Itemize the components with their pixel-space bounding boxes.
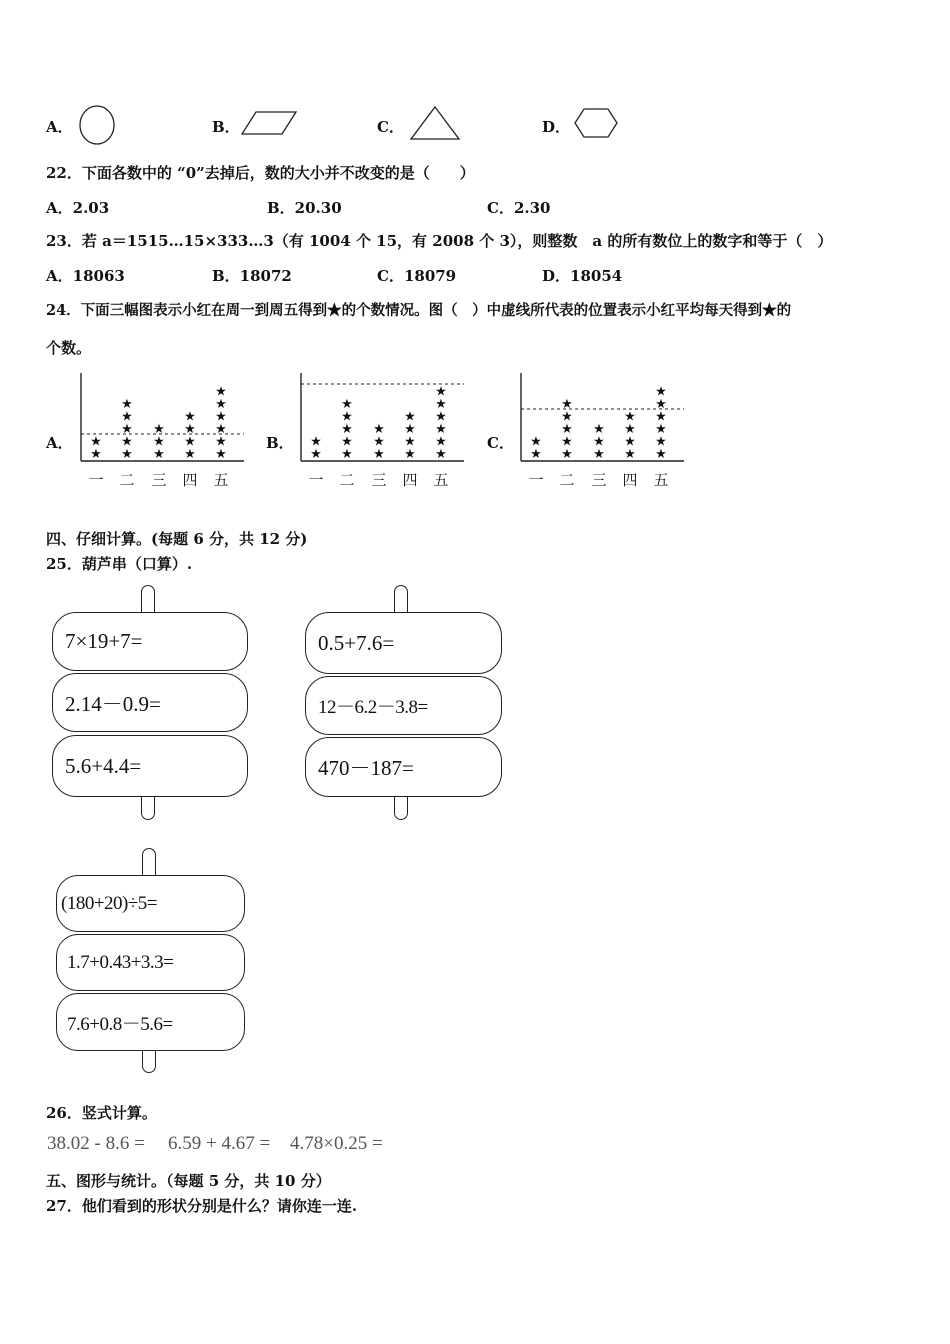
q26-title: 26．竖式计算。 xyxy=(46,1104,157,1122)
gourd-skewer-3 xyxy=(56,848,251,1074)
star-icon: ★ xyxy=(593,447,605,462)
day-label: 五 xyxy=(433,471,449,489)
skewer-bottom xyxy=(141,795,155,820)
q27-title: 27．他们看到的形状分别是什么？请你连一连. xyxy=(46,1197,358,1215)
gourd-skewer-1 xyxy=(52,585,252,821)
vertical-calc-item-1: 38.02 - 8.6 = xyxy=(47,1133,145,1154)
star-icon: ★ xyxy=(184,447,196,462)
q23-stem: 23．若 a＝1515…15×333…3（有 1004 个 15，有 2008 个 3），则整数 a 的所有数位上的数字和等于（ ） xyxy=(46,232,833,250)
star-icon: ★ xyxy=(153,422,165,437)
star-icon: ★ xyxy=(184,409,196,425)
day-label: 一 xyxy=(528,471,544,489)
star-icon: ★ xyxy=(593,434,605,450)
day-label: 二 xyxy=(339,471,355,489)
q24-option-b-label[interactable]: B． xyxy=(266,434,294,452)
gourd-bead xyxy=(56,875,245,932)
gourd-bead xyxy=(305,676,502,735)
gourd-skewer-2 xyxy=(305,585,505,821)
star-icon: ★ xyxy=(655,447,667,462)
star-icon: ★ xyxy=(215,422,227,437)
q21-option-c-label[interactable]: C． xyxy=(377,118,404,136)
mental-math-item: (180+20)÷5= xyxy=(61,892,158,914)
star-icon: ★ xyxy=(435,434,447,450)
star-icon: ★ xyxy=(153,447,165,462)
q23-option-a[interactable]: A．18063 xyxy=(46,267,125,285)
star-icon: ★ xyxy=(655,384,667,400)
star-icon: ★ xyxy=(655,409,667,425)
star-icon: ★ xyxy=(435,397,447,412)
star-icon: ★ xyxy=(184,422,196,437)
gourd-bead xyxy=(52,612,248,671)
mental-math-item: 470－187= xyxy=(318,756,414,780)
star-chart-c xyxy=(516,368,692,494)
skewer-bottom xyxy=(142,1048,156,1073)
parallelogram-shape xyxy=(240,108,300,138)
day-label: 三 xyxy=(591,471,607,489)
star-icon: ★ xyxy=(624,434,636,450)
star-icon: ★ xyxy=(373,447,385,462)
star-icon: ★ xyxy=(373,434,385,450)
q24-option-c-label[interactable]: C． xyxy=(487,434,514,452)
q21-option-b-label[interactable]: B． xyxy=(212,118,240,136)
vertical-calc-item-2: 6.59 + 4.67 = xyxy=(168,1133,271,1154)
mental-math-item: 5.6+4.4= xyxy=(65,753,142,778)
section-5-title: 五、图形与统计。（每题 5 分，共 10 分） xyxy=(46,1172,331,1190)
star-icon: ★ xyxy=(310,447,322,462)
star-icon: ★ xyxy=(215,434,227,450)
q22-stem: 22．下面各数中的 “0”去掉后，数的大小并不改变的是（ ） xyxy=(46,164,475,182)
gourd-bead xyxy=(52,673,248,732)
star-icon: ★ xyxy=(121,434,133,450)
star-icon: ★ xyxy=(121,422,133,437)
mental-math-item: 7×19+7= xyxy=(65,629,143,653)
star-icon: ★ xyxy=(121,397,133,412)
q23-option-c[interactable]: C．18079 xyxy=(377,267,457,285)
star-icon: ★ xyxy=(341,409,353,425)
skewer-bottom xyxy=(394,795,408,820)
star-icon: ★ xyxy=(624,409,636,425)
star-icon: ★ xyxy=(435,384,447,400)
q24-stem-line1: 24．下面三幅图表示小红在周一到周五得到★的个数情况。图（ ）中虚线所代表的位置表示小红平均每天得到★的 xyxy=(46,302,792,319)
star-icon: ★ xyxy=(561,422,573,437)
section-4-title: 四、仔细计算。(每题 6 分，共 12 分) xyxy=(46,530,308,548)
star-icon: ★ xyxy=(404,409,416,425)
hexagon-shape xyxy=(572,106,620,140)
star-icon: ★ xyxy=(435,422,447,437)
star-icon: ★ xyxy=(153,434,165,450)
star-icon: ★ xyxy=(121,447,133,462)
day-label: 五 xyxy=(653,471,669,489)
q22-option-b[interactable]: B．20.30 xyxy=(267,199,342,217)
star-icon: ★ xyxy=(624,422,636,437)
star-icon: ★ xyxy=(90,434,102,450)
circle-shape xyxy=(77,104,117,146)
vertical-calc-item-3: 4.78×0.25 = xyxy=(290,1133,383,1154)
day-label: 一 xyxy=(308,471,324,489)
gourd-bead xyxy=(52,735,248,797)
star-icon: ★ xyxy=(121,409,133,425)
day-label: 五 xyxy=(213,471,229,489)
star-icon: ★ xyxy=(655,422,667,437)
day-label: 一 xyxy=(88,471,104,489)
star-icon: ★ xyxy=(341,434,353,450)
star-icon: ★ xyxy=(435,447,447,462)
q21-option-a-label[interactable]: A． xyxy=(46,118,73,136)
q25-title: 25．葫芦串（口算）. xyxy=(46,555,193,573)
star-icon: ★ xyxy=(561,447,573,462)
star-icon: ★ xyxy=(561,409,573,425)
star-icon: ★ xyxy=(655,434,667,450)
day-label: 三 xyxy=(151,471,167,489)
star-icon: ★ xyxy=(215,447,227,462)
star-icon: ★ xyxy=(215,384,227,400)
star-icon: ★ xyxy=(310,434,322,450)
star-icon: ★ xyxy=(404,447,416,462)
star-icon: ★ xyxy=(341,422,353,437)
star-icon: ★ xyxy=(184,434,196,450)
star-icon: ★ xyxy=(561,397,573,412)
star-icon: ★ xyxy=(530,447,542,462)
day-label: 四 xyxy=(402,471,418,489)
q22-option-a[interactable]: A．2.03 xyxy=(46,199,110,217)
gourd-bead xyxy=(56,934,245,991)
gourd-bead xyxy=(305,737,502,797)
day-label: 三 xyxy=(371,471,387,489)
triangle-shape xyxy=(408,104,462,142)
star-icon: ★ xyxy=(215,409,227,425)
mental-math-item: 12－6.2－3.8= xyxy=(318,697,428,718)
day-label: 二 xyxy=(119,471,135,489)
star-icon: ★ xyxy=(655,397,667,412)
star-icon: ★ xyxy=(404,422,416,437)
gourd-bead xyxy=(56,993,245,1051)
q24-option-a-label[interactable]: A． xyxy=(46,434,73,452)
q24-stem-line2: 个数。 xyxy=(46,339,92,357)
mental-math-item: 0.5+7.6= xyxy=(318,630,395,655)
star-chart-a xyxy=(76,368,252,494)
q22-option-c[interactable]: C．2.30 xyxy=(487,199,551,217)
mental-math-item: 2.14－0.9= xyxy=(65,691,161,716)
star-icon: ★ xyxy=(341,447,353,462)
day-label: 四 xyxy=(622,471,638,489)
mental-math-item: 7.6+0.8－5.6= xyxy=(67,1013,173,1035)
star-icon: ★ xyxy=(341,397,353,412)
star-chart-b xyxy=(296,368,472,494)
star-icon: ★ xyxy=(561,434,573,450)
star-icon: ★ xyxy=(530,434,542,450)
day-label: 四 xyxy=(182,471,198,489)
star-icon: ★ xyxy=(404,434,416,450)
star-icon: ★ xyxy=(435,409,447,425)
day-label: 二 xyxy=(559,471,575,489)
q23-option-b[interactable]: B．18072 xyxy=(212,267,292,285)
q21-option-d-label[interactable]: D． xyxy=(542,118,571,136)
mental-math-item: 1.7+0.43+3.3= xyxy=(67,951,174,973)
star-icon: ★ xyxy=(593,422,605,437)
star-icon: ★ xyxy=(624,447,636,462)
star-icon: ★ xyxy=(215,397,227,412)
star-icon: ★ xyxy=(373,422,385,437)
gourd-bead xyxy=(305,612,502,674)
q23-option-d[interactable]: D．18054 xyxy=(542,267,623,285)
star-icon: ★ xyxy=(90,447,102,462)
